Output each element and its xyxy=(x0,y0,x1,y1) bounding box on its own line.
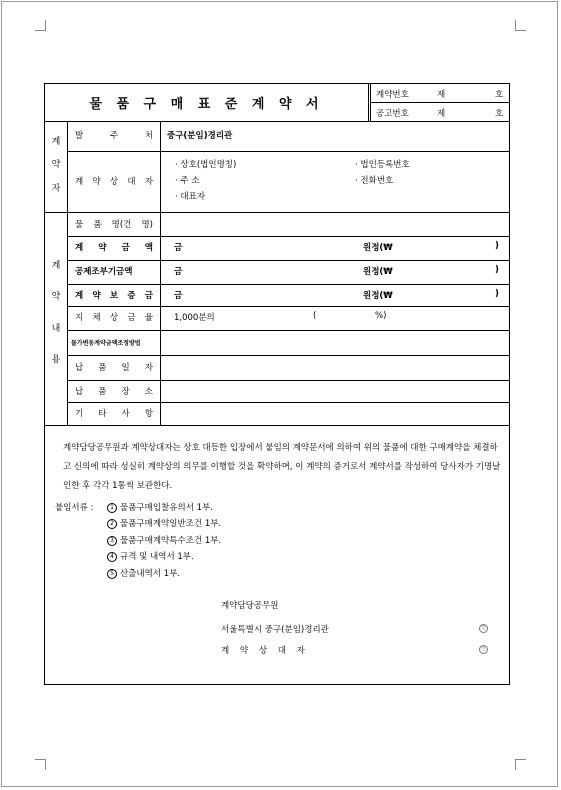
contract-amount-won: 원정(₩ xyxy=(363,243,393,253)
deduction-amount-prefix: 금 xyxy=(174,267,183,277)
document-title: 물 품 구 매 표 준 계 약 서 xyxy=(89,97,324,112)
phone-field: · 전화번호 xyxy=(355,176,394,186)
bond-amount-won: 원정(₩ xyxy=(363,291,393,301)
attachments-label: 붙임서류 : xyxy=(55,503,94,513)
notice-number-prefix: 제 xyxy=(437,109,446,119)
contract-amount-prefix: 금 xyxy=(174,243,183,253)
crop-mark xyxy=(515,759,526,770)
other-notes-label: 기 타 사 항 xyxy=(75,409,153,419)
deduction-amount-won: 원정(₩ xyxy=(363,267,393,277)
item-name-label: 물 품 명(건 명) xyxy=(75,220,153,230)
bond-amount-prefix: 금 xyxy=(174,291,183,301)
delay-rate-close: %) xyxy=(375,311,387,321)
deduction-amount-close: ) xyxy=(495,265,499,275)
price-adjustment-label: 물가변동계약금액조정방법 xyxy=(71,340,141,347)
seal-mark: 인 xyxy=(479,624,488,633)
attachment-item: 1 물품구매입찰유의서 1부. xyxy=(107,501,213,513)
delay-rate-value: 1,000분의 xyxy=(174,313,215,323)
contract-number-label: 계약번호 xyxy=(376,90,409,100)
contract-amount-label: 계 약 금 액 xyxy=(75,243,153,253)
attachment-item: 4 규격 및 내역서 1부. xyxy=(107,550,194,562)
company-name-field: · 상호(법인명칭) xyxy=(175,160,237,170)
seal-mark: 인 xyxy=(479,645,488,654)
officer-title: 계약담당공무원 xyxy=(221,601,279,611)
contractor-label: 계 약 상 대 자 xyxy=(75,177,153,187)
notice-number-label: 공고번호 xyxy=(376,109,409,119)
delivery-date-label: 납 품 일 자 xyxy=(75,363,153,373)
agreement-paragraph: 계약담당공무원과 계약상대자는 상호 대등한 입장에서 붙임의 계약문서에 의하여 위의 물품에 대한 구매계약을 체결하고 신의에 따라 성실히 계약상의 의무를 이행할 것을 확약하며, 이 계약의 증거로서 계약서를 작성하여 당사자가 기명날인한 후 각각 1통씩 보관한다. xyxy=(63,443,501,491)
attachment-item: 5 산출내역서 1부. xyxy=(107,567,180,579)
officer-name: 서울특별시 중구(분임)경리관 xyxy=(221,625,329,635)
contract-number-suffix: 호 xyxy=(495,90,504,100)
delay-rate-label: 지 체 상 금 율 xyxy=(75,313,153,323)
orderer-label: 발 주 처 xyxy=(75,131,153,141)
contents-section-label: 계 약 내 용 xyxy=(51,261,61,365)
contractor-signature-title: 계 약 상 대 자 xyxy=(221,646,309,656)
delay-rate-open: ( xyxy=(313,311,317,321)
attachment-item: 2 물품구매계약일반조건 1부. xyxy=(107,517,221,529)
orderer-value: 중구(분임)경리관 xyxy=(167,131,233,141)
corp-reg-field: · 법인등록번호 xyxy=(355,160,410,170)
deduction-amount-label: 공제조부기금액 xyxy=(75,267,133,277)
notice-number-suffix: 호 xyxy=(495,109,504,119)
bond-amount-label: 계 약 보 증 금 xyxy=(75,291,153,301)
crop-mark xyxy=(515,20,526,31)
parties-section-label: 계 약 자 xyxy=(51,137,61,194)
delivery-place-label: 납 품 장 소 xyxy=(75,387,153,397)
contract-form xyxy=(44,83,510,685)
address-field: · 주 소 xyxy=(175,176,200,186)
ceo-field: · 대표자 xyxy=(175,192,206,202)
contract-amount-close: ) xyxy=(495,241,499,251)
bond-amount-close: ) xyxy=(495,289,499,299)
contract-number-prefix: 제 xyxy=(437,90,446,100)
crop-mark xyxy=(35,20,46,31)
crop-mark xyxy=(35,759,46,770)
attachment-item: 3 물품구매계약특수조건 1부. xyxy=(107,534,221,546)
